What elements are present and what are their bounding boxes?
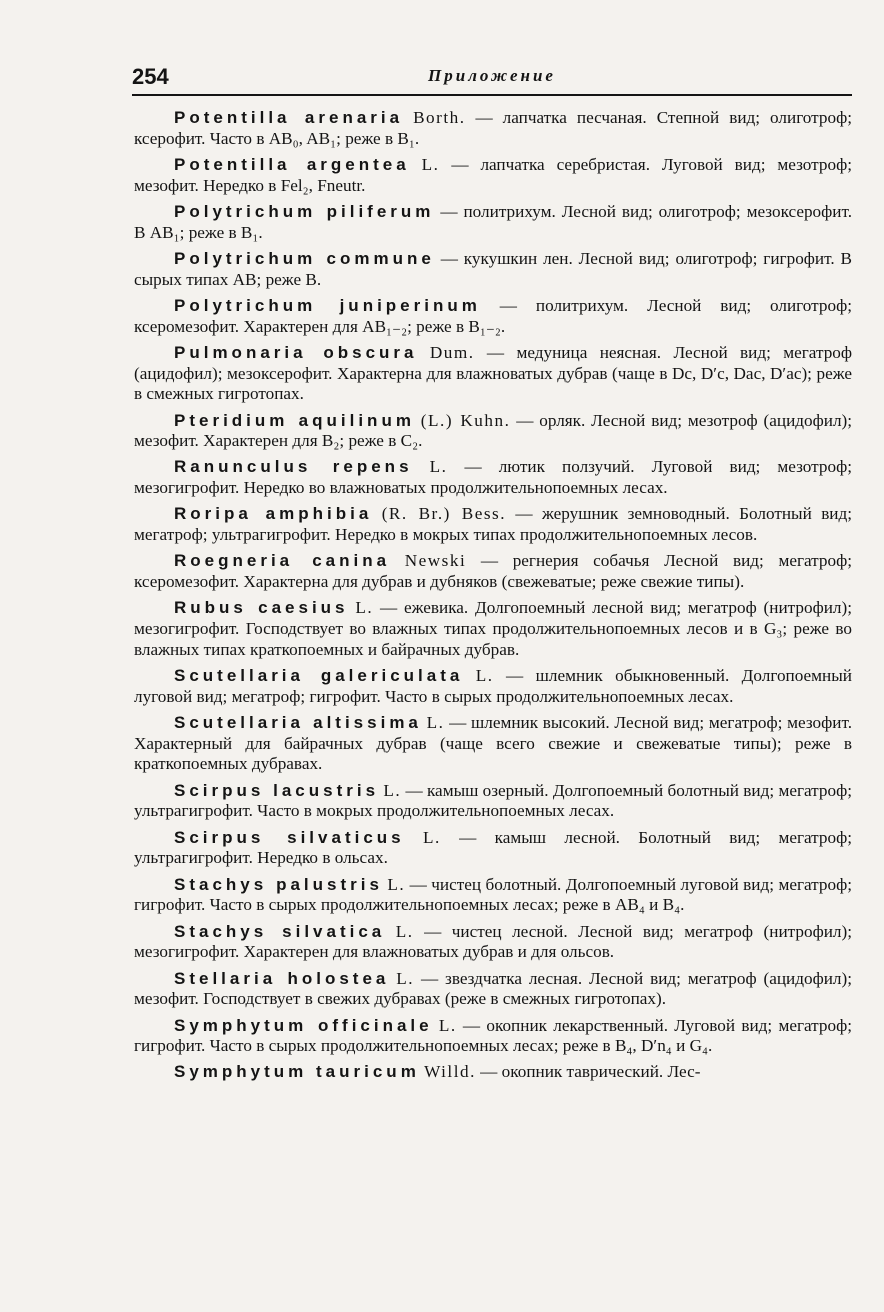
entry-description: — политрихум. Лесной вид; олиготроф; ксеромезофит. Характерен для AB₁₋₂; реже в B₁₋₂. xyxy=(134,295,852,336)
species-entry xyxy=(134,1062,852,1083)
species-authority: L. xyxy=(422,827,441,847)
species-entry xyxy=(134,828,852,869)
species-name: Potentilla arenaria xyxy=(174,108,404,127)
species-authority: L. xyxy=(383,780,402,800)
species-entry xyxy=(134,202,852,243)
page-header xyxy=(132,64,852,96)
species-entry xyxy=(134,875,852,916)
species-entry xyxy=(134,296,852,337)
entry-description: — окопник таврический. Лес- xyxy=(475,1062,701,1082)
species-name: Ranunculus repens xyxy=(174,457,413,477)
species-entry xyxy=(134,108,852,149)
entry-description: — звездчатка лесная. Лесной вид; мегатроф (ацидофил); мезофит. Господствует в свежих дубравах (реже в смежных гигротопах). xyxy=(134,968,853,1009)
species-authority: L. xyxy=(395,921,414,941)
species-name: Potentilla argentea xyxy=(174,154,410,174)
species-entry xyxy=(134,666,852,707)
species-authority: (R. Br.) Bess. xyxy=(381,504,507,524)
species-name: Pulmonaria obscura xyxy=(174,342,418,362)
entry-description: — регнерия собачья Лесной вид; мегатроф; ксеромезофит. Характерна для дубрав и дубняков (свежеватые; реже свежие типы). xyxy=(134,551,852,592)
species-entry xyxy=(134,155,852,196)
species-name: Rubus caesius xyxy=(174,598,349,618)
entry-description: — лютик ползучий. Луговой вид; мезотроф; мезогигрофит. Нередко во влажноватых продолжительнопоемных лесах. xyxy=(134,457,852,498)
species-authority: Willd. xyxy=(424,1062,476,1082)
species-entry xyxy=(134,457,852,498)
running-title: Приложение xyxy=(428,66,556,85)
species-entry xyxy=(134,969,852,1010)
entry-description: — политрихум. Лесной вид; олиготроф; мезоксерофит. В AB₁; реже в B₁. xyxy=(134,201,852,242)
species-authority: Dum. xyxy=(429,342,475,362)
species-name: Scirpus silvaticus xyxy=(174,827,405,847)
species-name: Stachys silvatica xyxy=(174,921,386,941)
page-number: 254 xyxy=(132,64,169,89)
entry-description: — чистец болотный. Долгопоемный луговой вид; мегатроф; гигрофит. Часто в сырых продолжительнопоемных лесах; реже в AB₄ и B₄. xyxy=(134,874,853,915)
entry-description: — шлемник высокий. Лесной вид; мегатроф; мезофит. Характерный для байрачных дубрав (чаще всего свежие и свежеватые типы); реже в краткопоемных дубравах. xyxy=(134,713,852,774)
entry-description: — жерушник земноводный. Болотный вид; мегатроф; ультрагигрофит. Нередко в мокрых типах продолжительнопоемных лесов. xyxy=(134,504,853,545)
species-authority: L. xyxy=(429,457,448,477)
species-authority: L. xyxy=(396,968,415,988)
species-authority: L. xyxy=(355,598,374,618)
entry-description: — медуница неясная. Лесной вид; мегатроф (ацидофил); мезоксерофит. Характерна для влажноватых дубрав (чаще в Dc, D′c, Dac, D′ac); реже в смежных гигротопах. xyxy=(134,342,853,404)
species-name: Scutellaria galericulata xyxy=(174,666,464,686)
species-entry xyxy=(134,781,852,822)
species-authority: Borth. xyxy=(413,108,466,127)
species-entry xyxy=(134,598,852,660)
species-name: Roripa amphibia xyxy=(174,504,373,524)
species-entry xyxy=(134,551,852,592)
species-name: Polytrichum piliferum xyxy=(174,201,435,221)
entry-description: — ежевика. Долгопоемный лесной вид; мегатроф (нитрофил); мезогигрофит. Господствует во влажных типах продолжительнопоемных лесов и в G₃; реже во влажных типах краткопоемных и байрачных дубрав. xyxy=(134,598,852,659)
species-name: Stellaria holostea xyxy=(174,968,390,988)
entry-description: — шлемник обыкновенный. Долгопоемный луговой вид; мегатроф; гигрофит. Часто в сырых продолжительнопоемных лесах. xyxy=(134,666,853,706)
species-name: Polytrichum commune xyxy=(174,248,435,268)
entry-description: — лапчатка серебристая. Луговой вид; мезотроф; мезофит. Нередко в Fel₂, Fneutr. xyxy=(134,154,852,195)
species-entry xyxy=(134,504,852,545)
entry-description: — лапчатка песчаная. Степной вид; олиготроф; ксерофит. Часто в AB₀, AB₁; реже в B₁. xyxy=(134,108,852,148)
species-entry xyxy=(134,1016,852,1057)
species-entry xyxy=(134,343,852,405)
species-authority: Newski xyxy=(404,551,467,571)
species-list xyxy=(134,108,852,1089)
species-authority: L. xyxy=(475,666,494,686)
entry-description: — чистец лесной. Лесной вид; мегатроф (нитрофил); мезогигрофит. Характерен для влажноватых дубрав и для ольсов. xyxy=(134,921,852,962)
species-entry xyxy=(134,411,852,452)
species-name: Symphytum officinale xyxy=(174,1015,433,1035)
species-entry xyxy=(134,249,852,290)
species-name: Scirpus lacustris xyxy=(174,780,380,800)
species-authority: L. xyxy=(426,713,445,732)
species-name: Roegneria canina xyxy=(174,551,391,571)
species-name: Polytrichum juniperinum xyxy=(174,295,481,315)
species-authority: L. xyxy=(421,154,440,174)
species-name: Scutellaria altissima xyxy=(174,713,422,732)
species-name: Pteridium aquilinum xyxy=(174,410,415,430)
entry-description: — камыш лесной. Болотный вид; мегатроф; ультрагигрофит. Нередко в ольсах. xyxy=(134,827,852,868)
entry-description: — окопник лекарственный. Луговой вид; мегатроф; гигрофит. Часто в сырых продолжительнопоемных лесах; реже в B₄, D′n₄ и G₄. xyxy=(134,1015,852,1056)
entry-description: — кукушкин лен. Лесной вид; олиготроф; гигрофит. В сырых типах AB; реже B. xyxy=(134,248,852,289)
entry-description: — камыш озерный. Долгопоемный болотный вид; мегатроф; ультрагигрофит. Часто в мокрых продолжительнопоемных лесах. xyxy=(134,780,853,821)
species-name: Symphytum tauricum xyxy=(174,1062,420,1082)
species-entry xyxy=(134,713,852,775)
entry-description: — орляк. Лесной вид; мезотроф (ацидофил); мезофит. Характерен для B₂; реже в C₂. xyxy=(134,410,853,451)
species-authority: (L.) Kuhn. xyxy=(420,410,511,430)
species-entry xyxy=(134,922,852,963)
species-authority: L. xyxy=(438,1015,457,1035)
species-name: Stachys palustris xyxy=(174,874,383,894)
species-authority: L. xyxy=(387,874,406,894)
